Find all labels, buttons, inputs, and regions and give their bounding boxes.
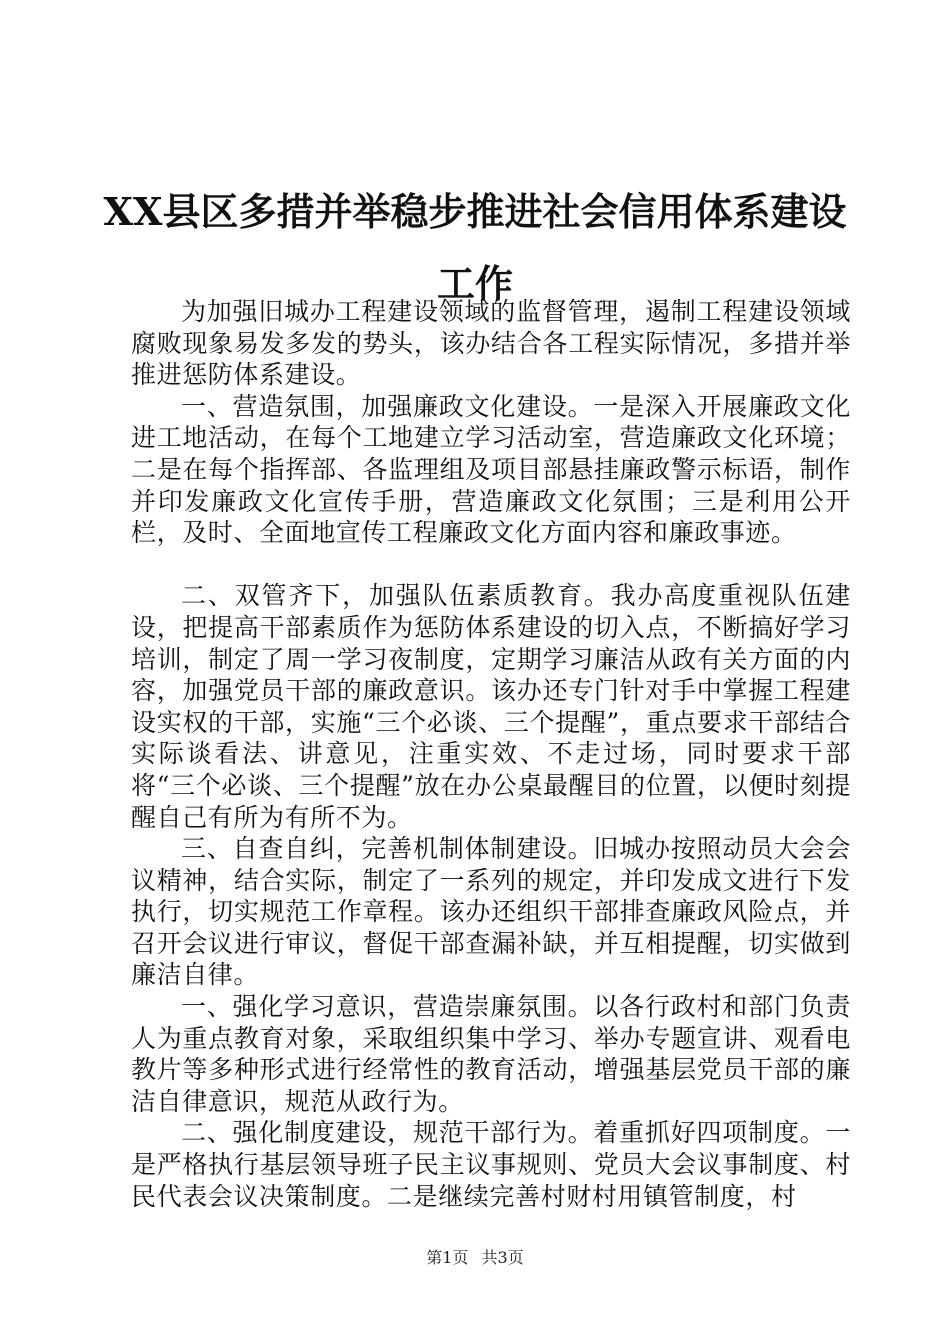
paragraph-section-5: 二、强化制度建设，规范干部行为。着重抓好四项制度。一是严格执行基层领导班子民主议事规则、党员大会议事制度、村民代表会议决策制度。二是继续完善村财村用镇管制度，村: [131, 1118, 851, 1211]
title-line-2: 工作: [436, 261, 513, 306]
paragraph-section-1: 一、营造氛围，加强廉政文化建设。一是深入开展廉政文化进工地活动，在每个工地建立学习活动室，营造廉政文化环境；二是在每个指挥部、各监理组及项目部悬挂廉政警示标语，制作并印发廉政文化宣传手册，营造廉政文化氛围；三是利用公开栏，及时、全面地宣传工程廉政文化方面内容和廉政事迹。: [131, 391, 851, 548]
page-footer: [0, 1245, 950, 1268]
paragraph-intro: 为加强旧城办工程建设领域的监督管理，遏制工程建设领域腐败现象易发多发的势头，该办结合各工程实际情况，多措并举推进惩防体系建设。: [131, 297, 851, 390]
paragraph-section-4: 一、强化学习意识，营造崇廉氛围。以各行政村和部门负责人为重点教育对象，采取组织集中学习、举办专题宣讲、观看电教片等多种形式进行经常性的教育活动，增强基层党员干部的廉洁自律意识，规范从政行为。: [131, 992, 851, 1116]
title-line-1: XX县区多措并举稳步推进社会信用体系建设: [103, 189, 847, 234]
page-total: 共3页: [481, 1248, 524, 1267]
page-number: 第1页: [426, 1248, 469, 1267]
paragraph-section-3: 三、自查自纠，完善机制体制建设。旧城办按照动员大会会议精神，结合实际，制定了一系列的规定，并印发成文进行下发执行，切实规范工作章程。该办还组织干部排查廉政风险点，并召开会议进行审议，督促干部查漏补缺，并互相提醒，切实做到廉洁自律。: [131, 834, 851, 990]
paragraph-section-2: 二、双管齐下，加强队伍素质教育。我办高度重视队伍建设，把提高干部素质作为惩防体系建设的切入点，不断搞好学习培训，制定了周一学习夜制度，定期学习廉洁从政有关方面的内容，加强党员干部的廉政意识。该办还专门针对手中掌握工程建设实权的干部，实施“三个必谈、三个提醒”，重点要求干部结合实际谈看法、讲意见，注重实效、不走过场，同时要求干部将“三个必谈、三个提醒”放在办公桌最醒目的位置，以便时刻提醒自己有所为有所不为。: [131, 581, 851, 832]
document-body: [131, 296, 851, 1212]
